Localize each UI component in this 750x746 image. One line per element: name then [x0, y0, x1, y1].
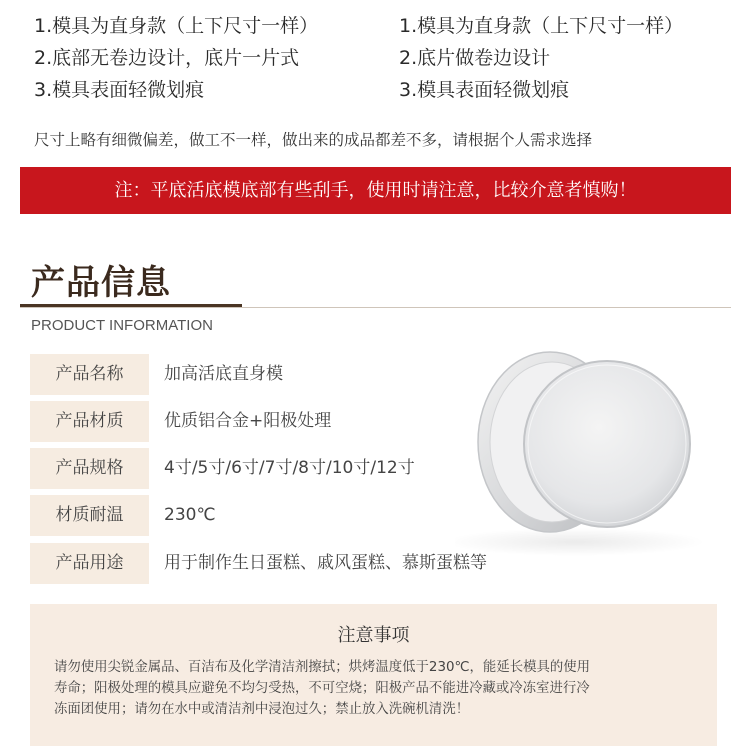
features-left-column — [34, 10, 318, 106]
notice-line: 寿命；阳极处理的模具应避免不均匀受热，不可空烧；阳极产品不能进冷藏或冷冻室进行冷 — [54, 681, 590, 696]
spec-label: 产品用途 — [30, 543, 149, 584]
spec-value: 用于制作生日蛋糕、戚风蛋糕、慕斯蛋糕等 — [155, 543, 494, 584]
spec-value: 230℃ — [155, 495, 494, 536]
feature-line: 3.模具表面轻微划痕 — [399, 79, 570, 101]
spec-label: 产品规格 — [30, 448, 149, 489]
notice-title: 注意事项 — [337, 625, 410, 646]
spec-value: 优质铝合金+阳极处理 — [155, 401, 494, 442]
spec-value: 加高活底直身模 — [155, 354, 494, 395]
notice-line: 冻面团使用；请勿在水中或清洁剂中浸泡过久；禁止放入洗碗机清洗！ — [54, 702, 470, 717]
warning-banner: 注：平底活底模底部有些刮手，使用时请注意，比较介意者慎购！ — [20, 167, 731, 214]
notice-box — [30, 604, 717, 746]
spec-label: 材质耐温 — [30, 495, 149, 536]
feature-line: 1.模具为直身款（上下尺寸一样） — [399, 15, 684, 37]
size-note: 尺寸上略有细微偏差，做工不一样，做出来的成品都差不多，请根据个人需求选择 — [34, 131, 593, 149]
notice-line: 请勿使用尖锐金属品、百洁布及化学清洁剂擦拭；烘烤温度低于230℃，能延长模具的使用 — [54, 660, 591, 675]
spec-label: 产品名称 — [30, 354, 149, 395]
feature-line: 2.底片做卷边设计 — [399, 47, 551, 69]
feature-line: 1.模具为直身款（上下尺寸一样） — [34, 15, 319, 37]
spec-value: 4寸/5寸/6寸/7寸/8寸/10寸/12寸 — [155, 448, 494, 489]
cake-pan-image — [455, 332, 750, 572]
title-divider — [20, 307, 731, 308]
feature-line: 3.模具表面轻微划痕 — [34, 79, 205, 101]
feature-line: 2.底部无卷边设计，底片一片式 — [34, 47, 300, 69]
features-right-column — [399, 10, 683, 106]
section-subtitle: PRODUCT INFORMATION — [31, 317, 213, 334]
spec-label: 产品材质 — [30, 401, 149, 442]
section-title: 产品信息 — [31, 263, 171, 303]
notice-text — [54, 657, 719, 720]
